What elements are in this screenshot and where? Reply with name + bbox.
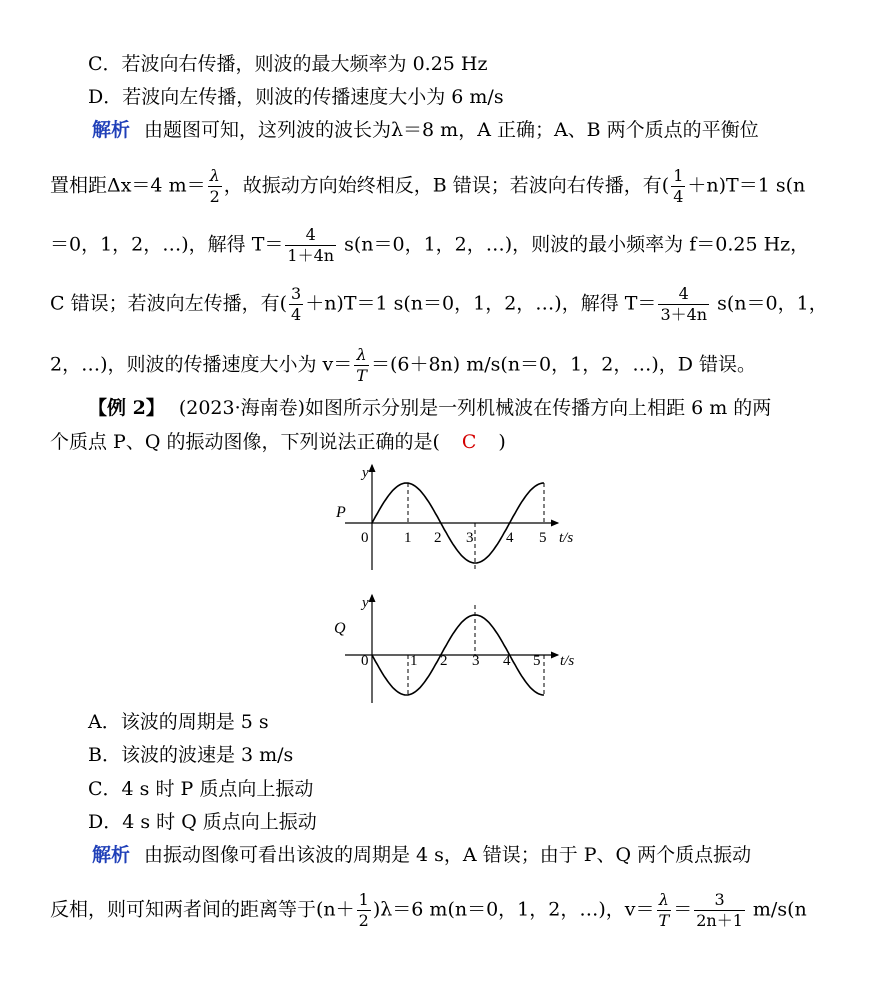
graph-p (335, 465, 573, 572)
y-axis-label: y (362, 465, 369, 481)
analysis-line-1: 解析 由题图可知，这列波的波长为λ＝8 m，A 正确；A、B 两个质点的平衡位 (92, 119, 759, 141)
origin-label: 0 (361, 530, 369, 546)
fraction: $\frac{1}{2}$ (358, 890, 369, 930)
analysis-line-2: 置相距Δx＝4 m＝ $\frac{\lambda}{2}$ ，故振动方向始终相反，B 错误；若波向右传播，有( $\frac{1}{4}$ ＋n)T＝1 s(n (50, 166, 806, 206)
analysis-label: 解析 (92, 119, 131, 141)
fraction: $\frac{4}{3+4n}$ (660, 284, 708, 324)
origin-label: 0 (361, 653, 369, 669)
option-b: B．该波的波速是 3 m/s (88, 744, 294, 766)
fraction: $\frac{\lambda}{2}$ (209, 166, 220, 206)
option-c-top: C．若波向右传播，则波的最大频率为 0.25 Hz (88, 53, 488, 75)
vibration-graphs (320, 455, 600, 710)
t-axis-label: t/s (560, 653, 575, 669)
tick-label: 2 (440, 653, 448, 669)
tick-label: 2 (434, 530, 442, 546)
example-line-1: 【例 2】 (2023·海南卷)如图所示分别是一列机械波在传播方向上相距 6 m 的两 (88, 397, 772, 419)
tick-label: 3 (466, 530, 474, 546)
tick-label: 1 (410, 653, 418, 669)
graph-q-label: Q (334, 620, 346, 637)
t-axis-label: t/s (559, 530, 574, 546)
tick-label: 4 (506, 530, 514, 546)
graph-q (334, 595, 574, 703)
fraction: $\frac{3}{2n+1}$ (696, 890, 743, 930)
tick-label: 5 (539, 530, 547, 546)
tick-label: 3 (472, 653, 480, 669)
analysis-line-3: ＝0，1，2，…)，解得 T＝ $\frac{4}{1+4n}$ s(n＝0，1，2，…)，则波的最小频率为 f＝0.25 Hz， (50, 225, 810, 265)
option-d: D．4 s 时 Q 质点向上振动 (88, 811, 317, 833)
answer-mark: C (461, 431, 477, 453)
example-line-2: 个质点 P、Q 的振动图像，下列说法正确的是( C ) (50, 431, 506, 453)
analysis-line-4: C 错误；若波向左传播，有( $\frac{3}{4}$ ＋n)T＝1 s(n＝0，1，2，…)，解得 T＝ $\frac{4}{3+4n}$ s(n＝0，1， (50, 284, 828, 324)
tick-label: 5 (533, 653, 541, 669)
analysis2-line-1: 解析 由振动图像可看出该波的周期是 4 s，A 错误；由于 P、Q 两个质点振动 (92, 844, 752, 866)
fraction: $\frac{4}{1+4n}$ (287, 225, 335, 265)
fraction: $\frac{1}{4}$ (673, 166, 684, 206)
analysis-label: 解析 (92, 844, 131, 866)
analysis2-line-2: 反相，则可知两者间的距离等于(n＋ $\frac{1}{2}$ )λ＝6 m(n＝0，1，2，…)，v＝ $\frac{\lambda}{T}$ ＝ $\frac{3}{2n+1}$ m/s(n (50, 890, 807, 930)
option-d-top: D．若波向左传播，则波的传播速度大小为 6 m/s (88, 86, 504, 108)
fraction: $\frac{3}{4}$ (291, 284, 302, 324)
tick-label: 1 (404, 530, 412, 546)
example-tag: 【例 2】 (88, 397, 165, 419)
option-c: C．4 s 时 P 质点向上振动 (88, 778, 314, 800)
tick-label: 4 (503, 653, 511, 669)
graph-p-label: P (336, 504, 346, 521)
analysis-line-5: 2，…)，则波的传播速度大小为 v＝ $\frac{\lambda}{T}$ ＝(6＋8n) m/s(n＝0，1，2，…)，D 错误。 (50, 345, 757, 385)
fraction: $\frac{\lambda}{T}$ (658, 890, 670, 930)
option-a: A．该波的周期是 5 s (88, 711, 269, 733)
y-axis-label: y (362, 595, 369, 611)
fraction: $\frac{\lambda}{T}$ (356, 345, 367, 385)
